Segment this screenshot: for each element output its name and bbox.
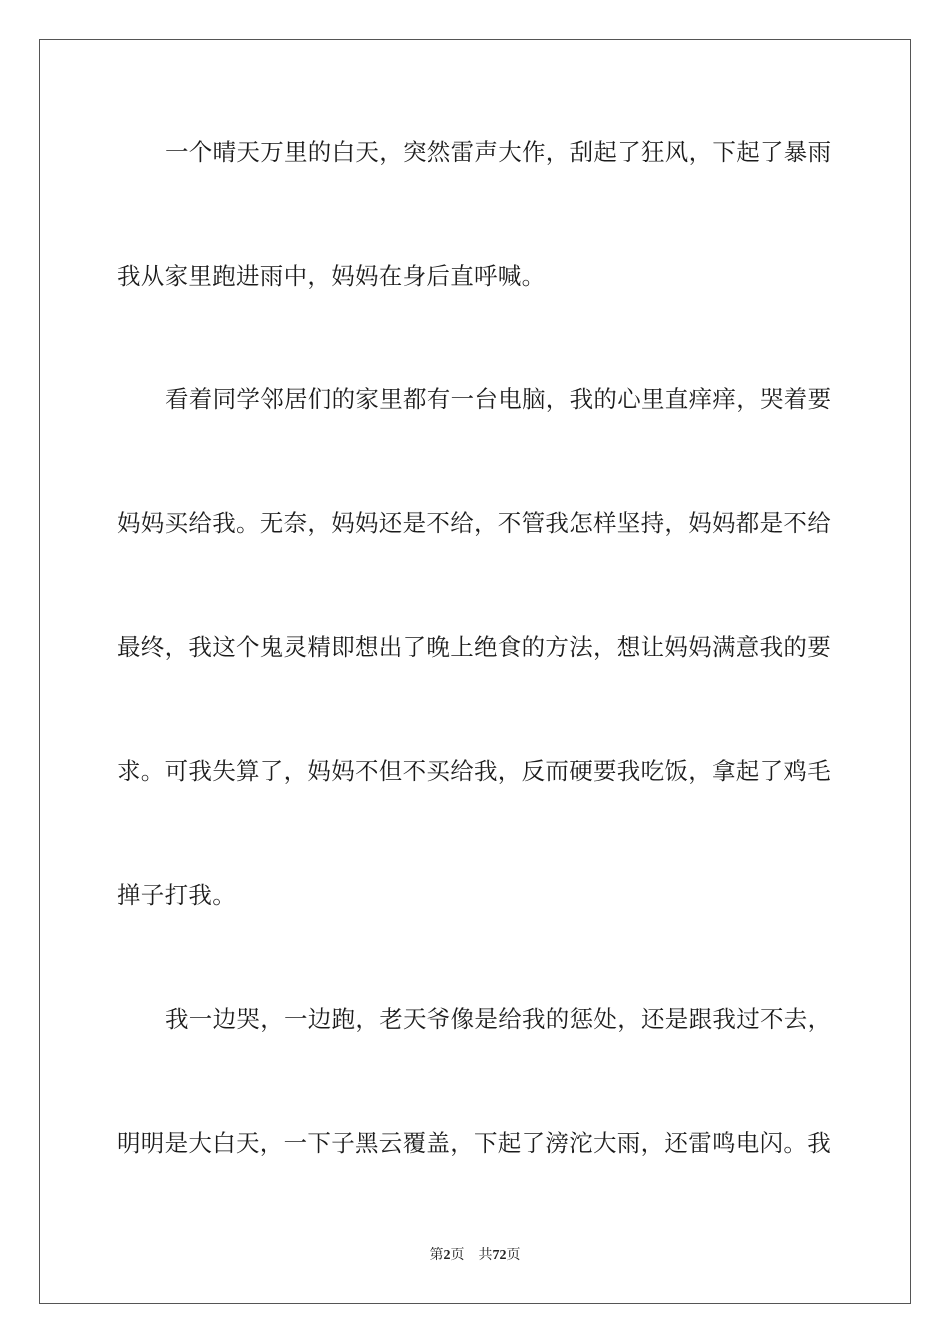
- paragraph-line-7: 掸子打我。: [117, 881, 236, 909]
- paragraph-line-8: 我一边哭，一边跑，老天爷像是给我的惩处，还是跟我过不去，: [165, 1005, 832, 1033]
- total-suffix: 页: [506, 1247, 521, 1263]
- page-suffix: 页: [450, 1247, 465, 1263]
- paragraph-line-6: 求。可我失算了，妈妈不但不买给我，反而硬要我吃饭，拿起了鸡毛: [117, 757, 831, 785]
- total-prefix: 共: [478, 1247, 493, 1263]
- paragraph-line-9: 明明是大白天，一下子黑云覆盖，下起了滂沱大雨，还雷鸣电闪。我: [117, 1129, 831, 1157]
- total-pages: 72: [492, 1248, 507, 1263]
- page-footer: [0, 1245, 950, 1266]
- paragraph-line-2: 我从家里跑进雨中，妈妈在身后直呼喊。: [117, 262, 546, 290]
- paragraph-line-5: 最终，我这个鬼灵精即想出了晚上绝食的方法，想让妈妈满意我的要: [117, 633, 831, 661]
- page-prefix: 第: [429, 1247, 444, 1263]
- paragraph-line-3: 看着同学邻居们的家里都有一台电脑，我的心里直痒痒，哭着要: [165, 385, 832, 413]
- page-border: [39, 39, 911, 1304]
- paragraph-line-1: 一个晴天万里的白天，突然雷声大作，刮起了狂风，下起了暴雨: [165, 138, 832, 166]
- page-number: 2: [443, 1248, 451, 1263]
- paragraph-line-4: 妈妈买给我。无奈，妈妈还是不给，不管我怎样坚持，妈妈都是不给: [117, 509, 831, 537]
